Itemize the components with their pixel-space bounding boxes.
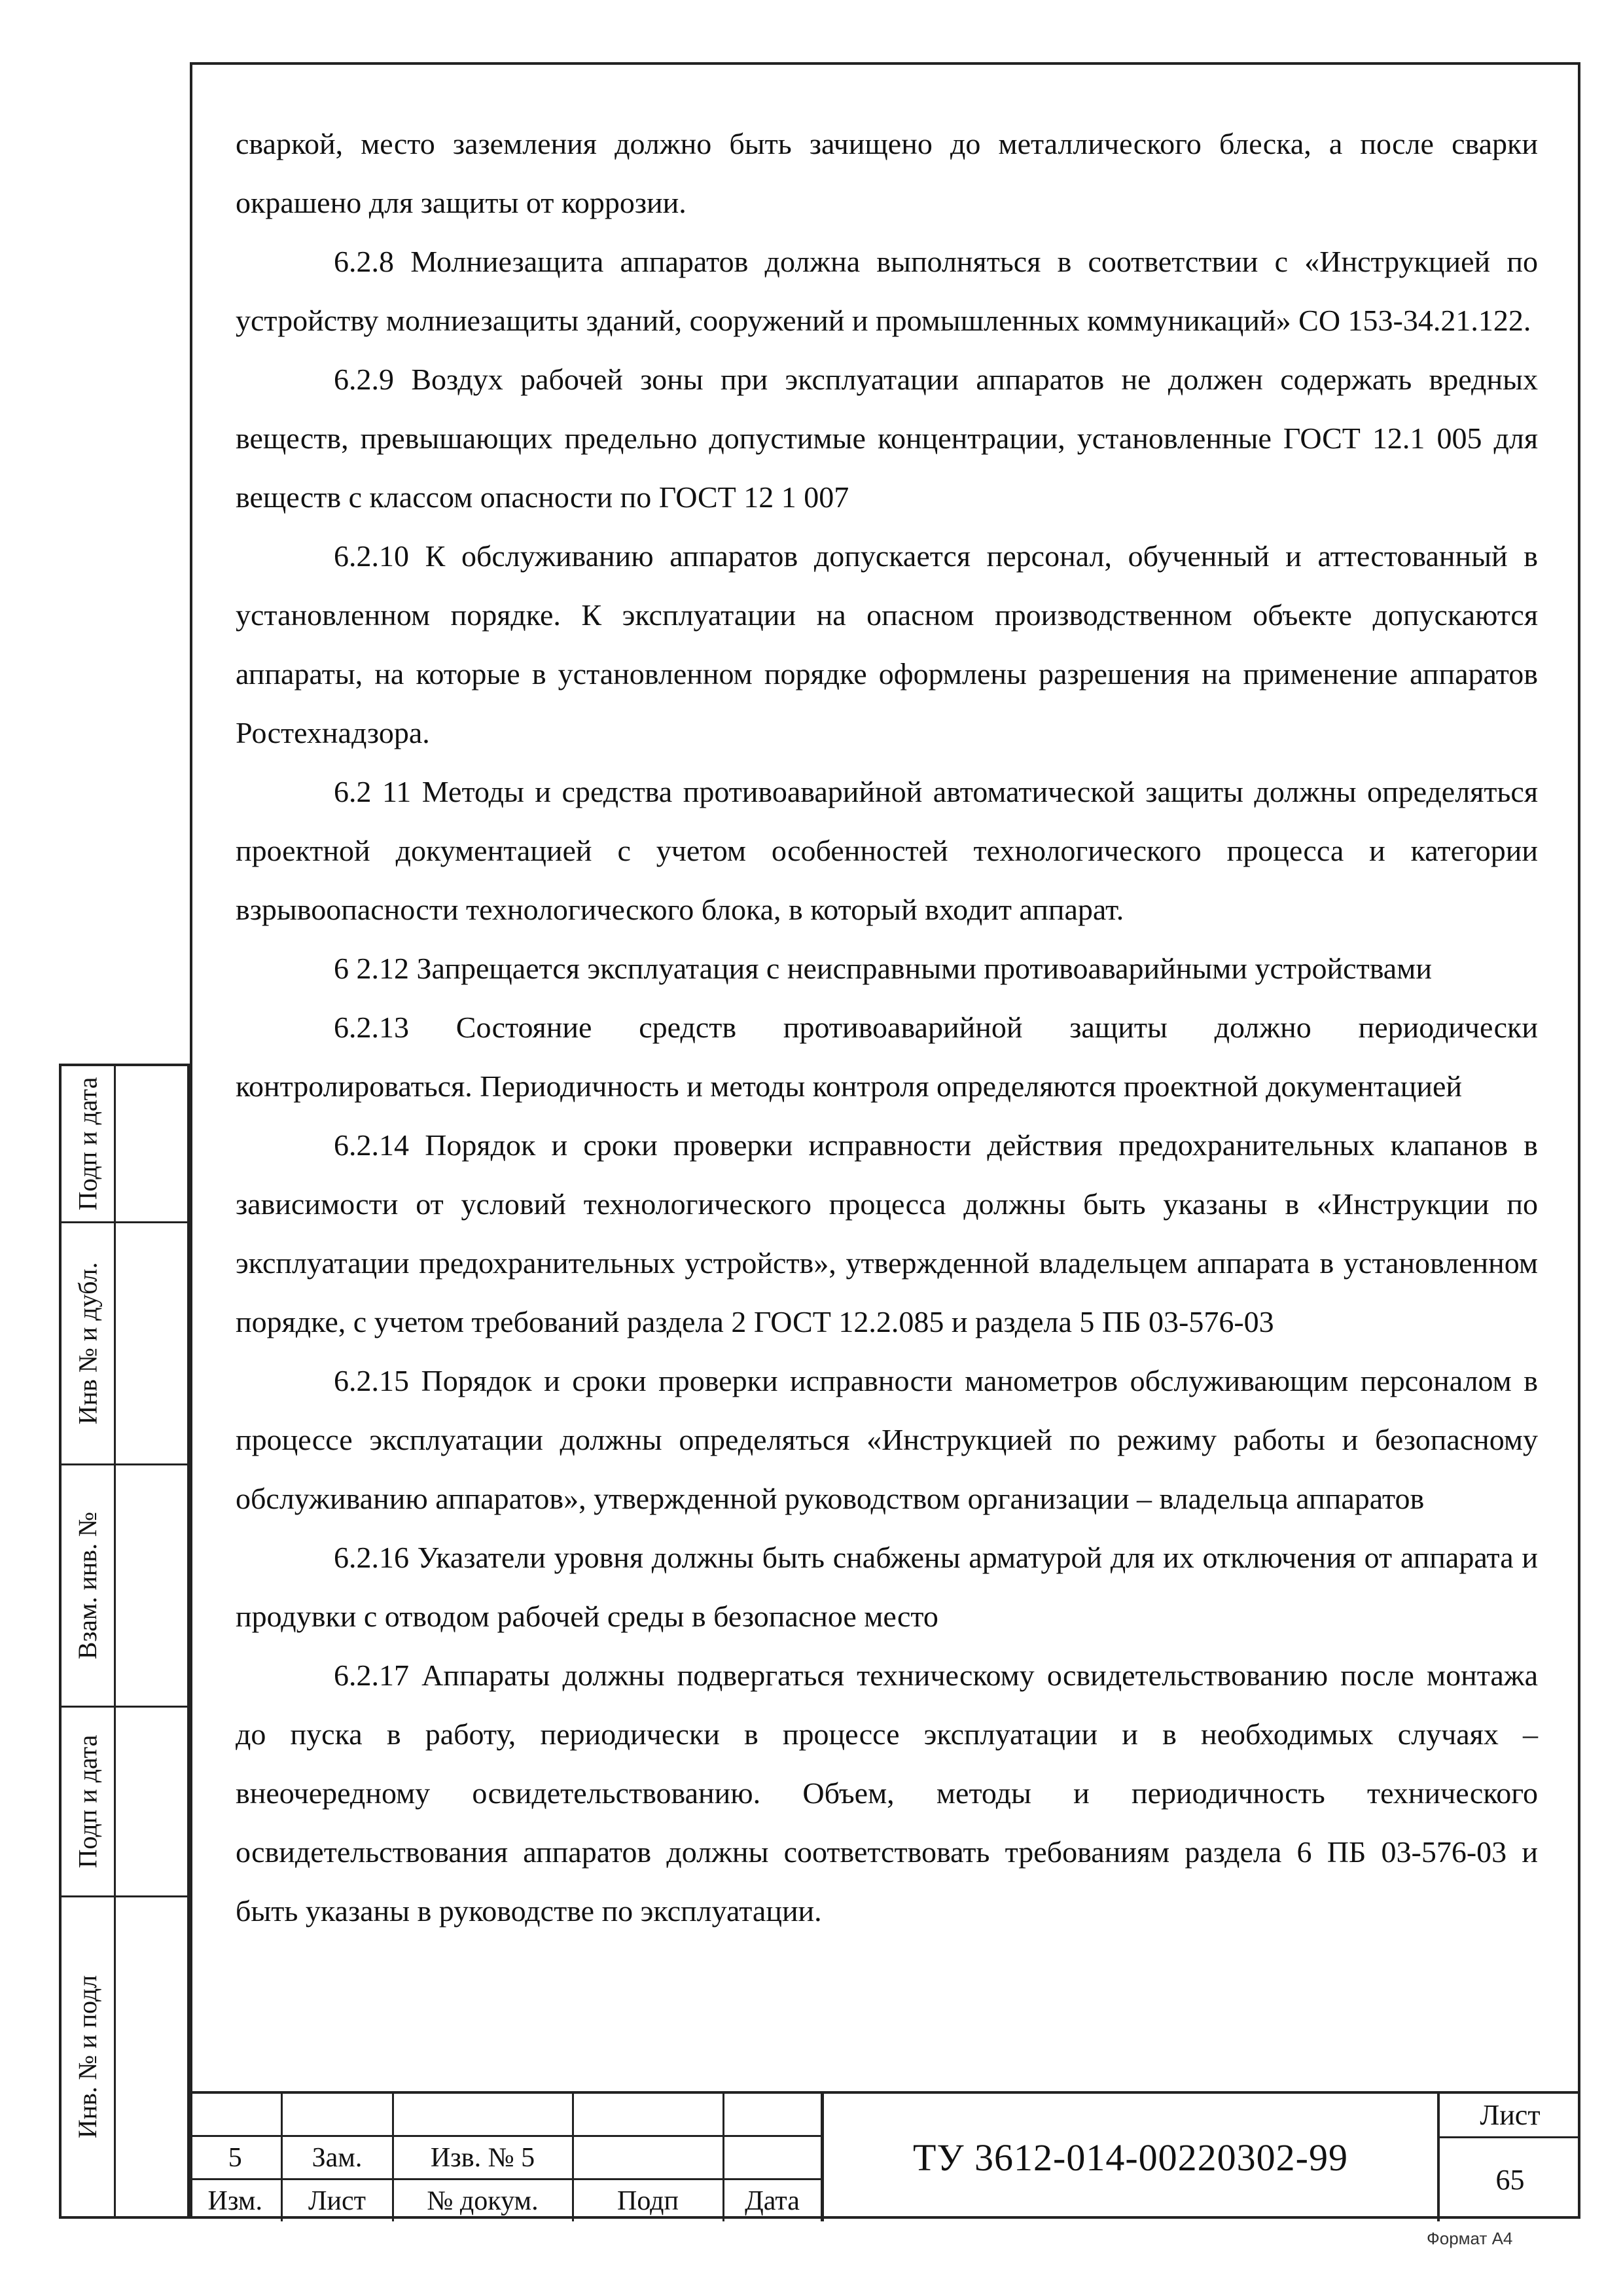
change-date [723,2136,821,2179]
cell [190,2094,281,2136]
document-body [236,115,1538,1941]
format-label: Формат А4 [1427,2229,1513,2248]
side-cell-replace-inv [62,1465,192,1708]
paragraph-6-2-11: 6.2 11 Методы и средства противоаварийной автоматической защиты должны определяться проектной документацией с учетом особенностей технологического процесса и категории взрывоопасности технологического блока, в который входит аппарат. [236,775,1538,926]
header-document: № докум. [393,2179,573,2222]
paragraph-6-2-9: 6.2.9 Воздух рабочей зоны при эксплуатации аппаратов не должен содержать вредных веществ, превышающих предельно допустимые концентрации, установленные ГОСТ 12.1 005 для веществ с классом опасности по ГОСТ 12 1 007 [236,363,1538,514]
paragraph-continuation: сваркой, место заземления должно быть зачищено до металлического блеска, а после сварки окрашено для защиты от коррозии. [236,127,1538,219]
paragraph-6-2-10: 6.2.10 К обслуживанию аппаратов допускается персонал, обученный и аттестованный в установленном порядке. К эксплуатации на опасном производственном объекте допускаются аппараты, на которые в установленном порядке оформлены разрешения на применение аппаратов Ростехнадзора. [236,539,1538,749]
paragraph-6-2-13: 6.2.13 Состояние средств противоаварийной защиты должно периодически контролироваться. Периодичность и методы контроля определяются проектной документацией [236,1011,1538,1103]
header-date: Дата [723,2179,821,2222]
side-label-inv-dup: Инв № и дубл. [73,1262,103,1425]
paragraph-6-2-8: 6.2.8 Молниезащита аппаратов должна выполняться в соответствии с «Инструкцией по устройству молниезащиты зданий, сооружений и промышленных коммуникаций» СО 153-34.21.122. [236,245,1538,337]
side-stamp [59,1064,190,2219]
cell [723,2094,821,2136]
paragraph-6-2-17: 6.2.17 Аппараты должны подвергаться техническому освидетельствованию после монтажа до пуска в работу, периодически в процессе эксплуатации и в необходимых случаях – внеочередному освидетельствованию. Объем, методы и периодичность технического освидетельствования аппаратов должны соответствовать требованиям раздела 6 ПБ 03-576-03 и быть указаны в руководстве по эксплуатации. [236,1659,1538,1928]
side-cell-sign-date-1 [62,1066,192,1223]
document-code: ТУ 3612-014-00220302-99 [821,2094,1440,2221]
revision-table [190,2094,823,2221]
revision-row-change [190,2136,821,2179]
cell [573,2094,723,2136]
change-document: Изв. № 5 [393,2136,573,2179]
paragraph-6-2-14: 6.2.14 Порядок и сроки проверки исправности действия предохранительных клапанов в зависимости от условий технологического процесса должны быть указаны в «Инструкции по эксплуатации предохранительных устройств», утвержденной владельцем аппарата в установленном порядке, с учетом требований раздела 2 ГОСТ 12.2.085 и раздела 5 ПБ 03-576-03 [236,1128,1538,1338]
cell [281,2094,393,2136]
cell [393,2094,573,2136]
title-block [190,2091,1580,2219]
side-label-replace-inv: Взам. инв. № [73,1511,103,1660]
sheet-label: Лист [1440,2094,1580,2138]
change-number: 5 [190,2136,281,2179]
change-sheet: Зам. [281,2136,393,2179]
header-change: Изм. [190,2179,281,2222]
header-sheet: Лист [281,2179,393,2222]
side-label-sign-date-2: Подп и дата [73,1734,103,1869]
revision-row-headers [190,2179,821,2222]
paragraph-6-2-16: 6.2.16 Указатели уровня должны быть снабжены арматурой для их отключения от аппарата и продувки с отводом рабочей среды в безопасное место [236,1541,1538,1633]
change-signature [573,2136,723,2179]
header-signature: Подп [573,2179,723,2222]
side-label-inv-original: Инв. № и подл [73,1975,103,2139]
side-cell-inv-dup [62,1223,192,1465]
side-cell-sign-date-2 [62,1708,192,1897]
sheet-box [1440,2094,1580,2221]
side-label-sign-date-1: Подп и дата [73,1077,103,1211]
side-cell-inv-original [62,1897,192,2216]
paragraph-6-2-12: 6 2.12 Запрещается эксплуатация с неисправными противоаварийными устройствами [334,952,1432,985]
sheet-number: 65 [1495,2164,1525,2196]
paragraph-6-2-15: 6.2.15 Порядок и сроки проверки исправности манометров обслуживающим персоналом в процессе эксплуатации должны определяться «Инструкцией по режиму работы и безопасному обслуживанию аппаратов», утвержденной руководством организации – владельца аппаратов [236,1364,1538,1515]
revision-row-empty [190,2094,821,2136]
